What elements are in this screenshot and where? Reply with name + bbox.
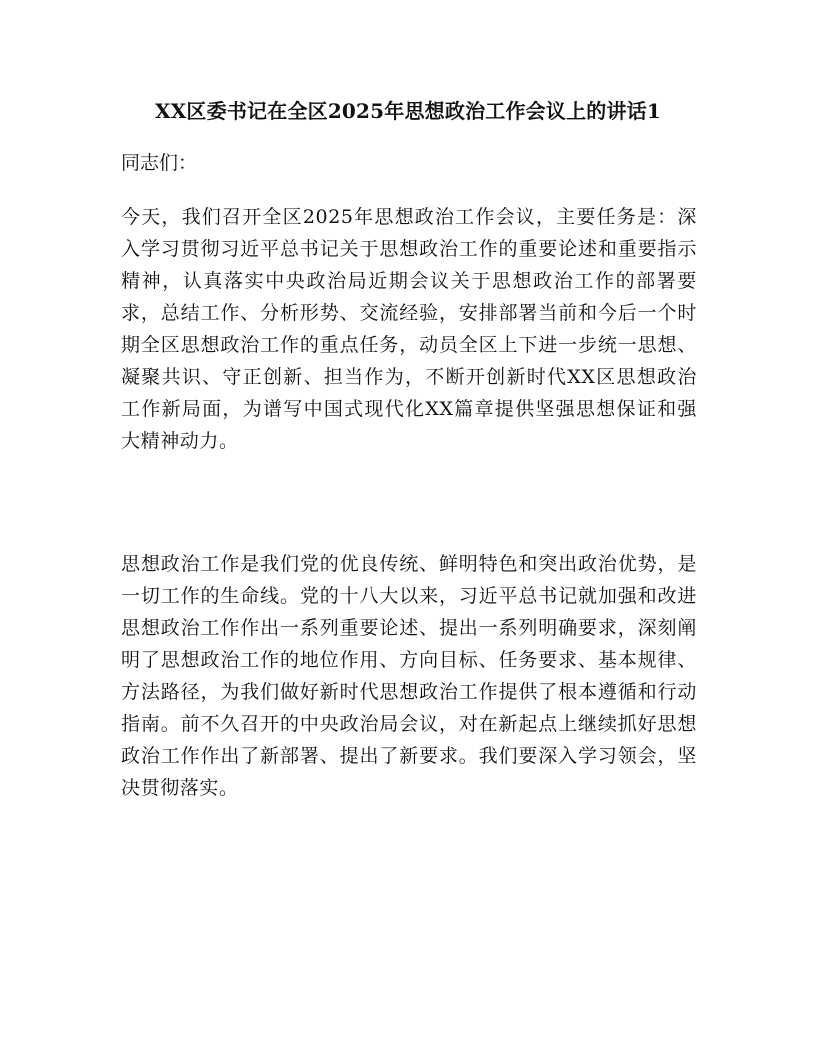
- document-title: XX区委书记在全区2025年思想政治工作会议上的讲话1: [154, 99, 661, 123]
- paragraph-2: 思想政治工作是我们党的优良传统、鲜明特色和突出政治优势，是一切工作的生命线。党的十八大以来，习近平总书记就加强和改进思想政治工作作出一系列重要论述、提出一系列明确要求，深刻阐明了思想政治工作的地位作用、方向目标、任务要求、基本规律、方法路径，为我们做好新时代思想政治工作提供了根本遵循和行动指南。前不久召开的中央政治局会议，对在新起点上继续抓好思想政治工作作出了新部署、提出了新要求。我们要深入学习领会，坚决贯彻落实。: [121, 553, 697, 799]
- paragraph-1: 今天，我们召开全区2025年思想政治工作会议，主要任务是：深入学习贯彻习近平总书记关于思想政治工作的重要论述和重要指示精神，认真落实中央政治局近期会议关于思想政治工作的部署要求，总结工作、分析形势、交流经验，安排部署当前和今后一个时期全区思想政治工作的重点任务，动员全区上下进一步统一思想、凝聚共识、守正创新、担当作为，不断开创新时代XX区思想政治工作新局面，为谱写中国式现代化XX篇章提供坚强思想保证和强大精神动力。: [121, 206, 697, 452]
- salutation: 同志们：: [121, 152, 198, 174]
